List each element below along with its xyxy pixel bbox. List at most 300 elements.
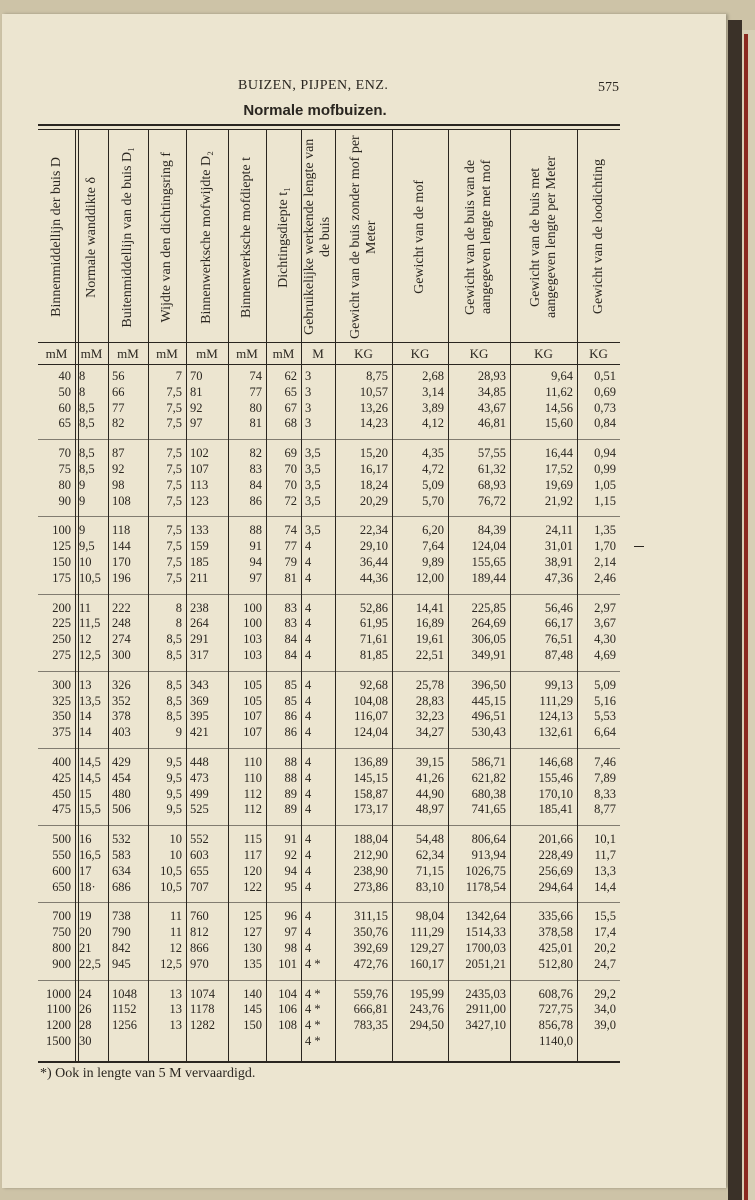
table-cell: 94 bbox=[249, 555, 262, 569]
table-cell: 8,75 bbox=[366, 369, 388, 383]
table-cell: 24,7 bbox=[594, 956, 616, 971]
table-cell: 256,69 bbox=[538, 863, 573, 878]
table-cell: 77 bbox=[284, 539, 297, 554]
unit-label: mM bbox=[156, 346, 178, 361]
table-cell: 75 bbox=[58, 462, 71, 476]
table-cell: 28,83 bbox=[415, 693, 444, 708]
table-cell: 4,35 bbox=[422, 446, 444, 461]
table-cell: 8 bbox=[79, 384, 86, 399]
table-cell: 1200 bbox=[46, 1018, 71, 1033]
table-cell: 970 bbox=[190, 956, 209, 971]
table-cell: 56,46 bbox=[544, 600, 573, 615]
table-cell: 300 bbox=[52, 677, 71, 692]
table-cell: 80 bbox=[58, 477, 71, 492]
table-cell: 18,24 bbox=[359, 477, 388, 492]
table-cell: 57,55 bbox=[477, 446, 506, 461]
table-cell: 1500 bbox=[46, 1034, 71, 1048]
table-cell: 842 bbox=[112, 941, 131, 955]
running-head: BUIZEN, PIJPEN, ENZ. bbox=[238, 78, 389, 93]
table-cell: 2,14 bbox=[594, 555, 616, 569]
table-cell: 46,81 bbox=[477, 416, 506, 431]
table-cell: 12,00 bbox=[415, 570, 444, 585]
table-cell: 25,78 bbox=[415, 677, 444, 692]
table-cell: 39,0 bbox=[594, 1018, 616, 1033]
table-cell: 378,58 bbox=[538, 925, 573, 940]
table-cell: 14,23 bbox=[359, 416, 388, 431]
table-cell: 7,5 bbox=[166, 523, 182, 538]
table-cell: 10,57 bbox=[359, 384, 388, 399]
table-cell: 8,5 bbox=[79, 462, 95, 476]
group-separator bbox=[38, 594, 620, 595]
table-cell: 1,05 bbox=[594, 477, 616, 492]
table-cell: 123 bbox=[190, 493, 209, 508]
table-cell: 13 bbox=[79, 677, 92, 692]
table-cell: 634 bbox=[112, 863, 131, 878]
table-cell: 499 bbox=[190, 786, 209, 801]
table-cell: 707 bbox=[190, 879, 209, 894]
table-cell: 680,38 bbox=[471, 786, 506, 801]
table-cell: 18· bbox=[79, 879, 96, 894]
table-cell: 89 bbox=[284, 802, 297, 817]
unit-label: KG bbox=[469, 346, 489, 361]
table-cell: 326 bbox=[112, 677, 131, 692]
table-cell: 4 bbox=[305, 925, 312, 940]
table-cell: 22,5 bbox=[79, 956, 101, 971]
table-cell: 5,09 bbox=[422, 477, 444, 492]
column-header-text: Gewicht van de buis zonder mof per Meter bbox=[347, 135, 379, 339]
table-cell: 1282 bbox=[190, 1018, 215, 1033]
table-cell: 0,73 bbox=[594, 400, 616, 415]
table-cell: 4 bbox=[305, 555, 312, 569]
table-cell: 5,70 bbox=[422, 493, 444, 508]
table-cell: 9,5 bbox=[79, 539, 95, 554]
table-cell: 8,5 bbox=[166, 632, 182, 647]
table-cell: 145 bbox=[243, 1002, 262, 1017]
table-cell: 9 bbox=[175, 725, 182, 740]
group-separator bbox=[38, 902, 620, 903]
table-cell: 22,34 bbox=[359, 523, 388, 538]
table-cell: 228,49 bbox=[538, 848, 573, 862]
table-cell: 90 bbox=[58, 493, 71, 508]
table-cell: 608,76 bbox=[538, 986, 573, 1001]
table-cell: 72 bbox=[284, 493, 297, 508]
footnote: *) Ook in lengte van 5 M vervaardigd. bbox=[40, 1066, 256, 1081]
table-cell: 760 bbox=[190, 909, 209, 924]
table-cell: 3 bbox=[305, 369, 312, 383]
table-cell: 9,5 bbox=[166, 770, 182, 785]
table-cell: 14,4 bbox=[594, 879, 616, 894]
table-cell: 118 bbox=[112, 523, 131, 538]
table-cell: 225,85 bbox=[471, 600, 506, 615]
margin-mark bbox=[634, 546, 644, 547]
unit-label: mM bbox=[272, 346, 295, 361]
column-header bbox=[148, 132, 186, 342]
group-separator bbox=[38, 748, 620, 749]
table-cell: 113 bbox=[190, 477, 209, 492]
table-cell: 4 * bbox=[305, 986, 321, 1001]
table-cell: 140 bbox=[243, 986, 262, 1001]
table-cell: 14 bbox=[79, 725, 92, 740]
table-cell: 87,48 bbox=[544, 648, 573, 662]
table-cell: 44,90 bbox=[415, 786, 444, 801]
table-cell: 65 bbox=[58, 416, 71, 431]
unit-label: mM bbox=[80, 346, 103, 361]
table-cell: 238 bbox=[190, 600, 209, 615]
column-header bbox=[335, 132, 392, 342]
table-cell: 4,69 bbox=[594, 648, 616, 662]
table-cell: 6,20 bbox=[422, 523, 444, 538]
table-cell: 84,39 bbox=[477, 523, 506, 538]
table-cell: 19 bbox=[79, 909, 92, 924]
table-cell: 1256 bbox=[112, 1018, 137, 1033]
table-cell: 4 bbox=[305, 725, 312, 740]
table-cell: 700 bbox=[52, 909, 71, 924]
table-cell: 106 bbox=[278, 1002, 297, 1017]
table-cell: 111,29 bbox=[410, 925, 444, 940]
table-cell: 71,61 bbox=[359, 632, 388, 647]
table-cell: 8,5 bbox=[166, 648, 182, 662]
column-header-text: Wijdte van den dichtingsring f bbox=[159, 151, 174, 323]
unit-label: mM bbox=[196, 346, 218, 361]
table-title-text: Normale mofbuizen. bbox=[243, 102, 387, 119]
table-cell: 124,13 bbox=[538, 709, 573, 724]
unit-label: mM bbox=[236, 346, 258, 361]
table-cell: 317 bbox=[190, 648, 209, 662]
table-cell: 7,5 bbox=[166, 384, 182, 399]
table-cell: 14,41 bbox=[415, 600, 444, 615]
table-cell: 74 bbox=[249, 369, 262, 383]
table-cell: 20,29 bbox=[359, 493, 388, 508]
table-cell: 8,5 bbox=[79, 416, 95, 431]
table-cell: 15,5 bbox=[594, 909, 616, 924]
table-cell: 130 bbox=[243, 941, 262, 955]
table-cell: 8 bbox=[175, 600, 182, 615]
table-cell: 17 bbox=[79, 863, 92, 878]
table-cell: 343 bbox=[190, 677, 209, 692]
group-separator bbox=[38, 980, 620, 981]
table-cell: 70 bbox=[284, 477, 297, 492]
table-cell: 102 bbox=[190, 446, 209, 461]
table-cell: 17,52 bbox=[544, 462, 573, 476]
table-cell: 475 bbox=[52, 802, 71, 817]
table-cell: 448 bbox=[190, 755, 209, 769]
table-cell: 400 bbox=[52, 755, 71, 769]
table-cell: 47,36 bbox=[544, 570, 573, 585]
table-cell: 11,62 bbox=[545, 384, 573, 399]
table-cell: 105 bbox=[243, 677, 262, 692]
table-cell: 124,04 bbox=[353, 725, 388, 740]
table-cell: 81 bbox=[284, 570, 297, 585]
table-cell: 900 bbox=[52, 956, 71, 971]
table-cell: 77 bbox=[112, 400, 125, 415]
table-cell: 4 bbox=[305, 616, 312, 631]
column-header bbox=[75, 132, 108, 342]
table-cell: 3,14 bbox=[422, 384, 444, 399]
table-cell: 8,5 bbox=[166, 693, 182, 708]
table-cell: 83 bbox=[284, 616, 297, 631]
table-cell: 7,5 bbox=[166, 493, 182, 508]
table-cell: 80 bbox=[249, 400, 262, 415]
table-cell: 84 bbox=[284, 648, 297, 662]
table-cell: 13 bbox=[169, 1018, 182, 1033]
table-cell: 650 bbox=[52, 879, 71, 894]
table-cell: 1026,75 bbox=[465, 863, 506, 878]
table-cell: 8,5 bbox=[79, 446, 95, 461]
table-cell: 7 bbox=[175, 369, 182, 383]
table-cell: 12,5 bbox=[79, 648, 101, 662]
table-cell: 0,51 bbox=[594, 369, 616, 383]
table-cell: 34,0 bbox=[594, 1002, 616, 1017]
table-cell: 12 bbox=[79, 632, 92, 647]
table-cell: 70 bbox=[58, 446, 71, 461]
table-cell: 472,76 bbox=[353, 956, 388, 971]
table-cell: 76,72 bbox=[477, 493, 506, 508]
table-cell: 85 bbox=[284, 677, 297, 692]
column-header-text: Dichtingsdiepte t₁ bbox=[275, 186, 291, 288]
table-cell: 155,46 bbox=[538, 770, 573, 785]
table-cell: 3,67 bbox=[594, 616, 616, 631]
table-cell: 175 bbox=[52, 570, 71, 585]
table-cell: 550 bbox=[52, 848, 71, 862]
table-cell: 56 bbox=[112, 369, 125, 383]
table-cell: 83 bbox=[249, 462, 262, 476]
table-cell: 14,5 bbox=[79, 770, 101, 785]
table-cell: 11 bbox=[169, 909, 182, 924]
table-cell: 32,23 bbox=[415, 709, 444, 724]
table-cell: 158,87 bbox=[353, 786, 388, 801]
table-cell: 61,95 bbox=[359, 616, 388, 631]
table-cell: 8 bbox=[79, 369, 86, 383]
table-cell: 108 bbox=[112, 493, 131, 508]
table-cell: 311,15 bbox=[354, 909, 388, 924]
table-cell: 69 bbox=[284, 446, 297, 461]
table-cell: 127 bbox=[243, 925, 262, 940]
table-cell: 28,93 bbox=[477, 369, 506, 383]
table-cell: 99,13 bbox=[544, 677, 573, 692]
table-cell: 104 bbox=[278, 986, 297, 1001]
unit-label: mM bbox=[45, 346, 68, 361]
table-cell: 4 * bbox=[305, 956, 321, 971]
table-cell: 11,7 bbox=[594, 848, 616, 862]
table-cell: 7,5 bbox=[166, 477, 182, 492]
table-cell: 98 bbox=[112, 477, 125, 492]
table-cell: 110 bbox=[243, 770, 262, 785]
unit-label: KG bbox=[534, 346, 553, 361]
table-cell: 3427,10 bbox=[465, 1018, 506, 1033]
table-cell: 655 bbox=[190, 863, 209, 878]
column-header bbox=[392, 132, 448, 342]
table-cell: 86 bbox=[284, 725, 297, 740]
table-cell: 7,5 bbox=[166, 462, 182, 476]
table-cell: 101 bbox=[278, 956, 297, 971]
table-cell: 84 bbox=[284, 632, 297, 647]
table-cell: 1342,64 bbox=[465, 909, 506, 924]
table-cell: 603 bbox=[190, 848, 209, 862]
table-cell: 325 bbox=[52, 693, 71, 708]
table-cell: 4 * bbox=[305, 1018, 321, 1033]
table-cell: 98 bbox=[284, 941, 297, 955]
table-cell: 16 bbox=[79, 832, 92, 847]
table-cell: 88 bbox=[249, 523, 262, 538]
table-cell: 727,75 bbox=[538, 1002, 573, 1017]
table-cell: 9 bbox=[79, 477, 86, 492]
table-cell: 19,69 bbox=[544, 477, 573, 492]
table-cell: 115 bbox=[243, 832, 262, 847]
table-cell: 4 bbox=[305, 879, 312, 894]
table-cell: 10 bbox=[169, 848, 182, 862]
table-cell: 52,86 bbox=[359, 600, 388, 615]
table-cell: 94 bbox=[284, 863, 297, 878]
column-header bbox=[448, 132, 510, 342]
table-cell: 10 bbox=[79, 555, 92, 569]
table-cell: 4,12 bbox=[422, 416, 444, 431]
table-cell: 445,15 bbox=[471, 693, 506, 708]
table-cell: 28 bbox=[79, 1018, 92, 1033]
unit-rule bbox=[38, 364, 620, 365]
table-cell: 294,64 bbox=[538, 879, 573, 894]
table-cell: 146,68 bbox=[538, 755, 573, 769]
table-cell: 4 bbox=[305, 677, 312, 692]
table-cell: 2051,21 bbox=[465, 956, 506, 971]
table-cell: 3,5 bbox=[305, 493, 321, 508]
table-cell: 70 bbox=[284, 462, 297, 476]
table-cell: 403 bbox=[112, 725, 131, 740]
table-cell: 85 bbox=[284, 693, 297, 708]
column-header-text: Gewicht van de buis van de aangegeven lengte met mof bbox=[463, 159, 494, 315]
table-cell: 1100 bbox=[46, 1002, 71, 1017]
table-cell: 14 bbox=[79, 709, 92, 724]
table-cell: 506 bbox=[112, 802, 131, 817]
table-cell: 100 bbox=[243, 616, 262, 631]
table-cell: 83,10 bbox=[415, 879, 444, 894]
table-cell: 4 bbox=[305, 941, 312, 955]
table-cell: 40 bbox=[58, 369, 71, 383]
table-cell: 17,4 bbox=[594, 925, 616, 940]
table-cell: 686 bbox=[112, 879, 131, 894]
table-cell: 2911,00 bbox=[465, 1002, 506, 1017]
table-cell: 352 bbox=[112, 693, 131, 708]
table-cell: 11 bbox=[79, 600, 92, 615]
table-cell: 125 bbox=[52, 539, 71, 554]
table-cell: 8 bbox=[175, 616, 182, 631]
table-cell: 88 bbox=[284, 770, 297, 785]
table-cell: 89 bbox=[284, 786, 297, 801]
table-cell: 350 bbox=[52, 709, 71, 724]
table-cell: 133 bbox=[190, 523, 209, 538]
unit-label: mM bbox=[117, 346, 139, 361]
table-cell: 9,5 bbox=[166, 802, 182, 817]
table-cell: 9,5 bbox=[166, 755, 182, 769]
table-cell: 68,93 bbox=[477, 477, 506, 492]
table-cell: 4 bbox=[305, 600, 312, 615]
table-cell: 945 bbox=[112, 956, 131, 971]
table-cell: 291 bbox=[190, 632, 209, 647]
table-cell: 1700,03 bbox=[465, 941, 506, 955]
table-cell: 586,71 bbox=[471, 755, 506, 769]
table-cell: 100 bbox=[243, 600, 262, 615]
table-cell: 97 bbox=[190, 416, 203, 431]
table-cell: 425 bbox=[52, 770, 71, 785]
column-header bbox=[186, 132, 228, 342]
table-cell: 200 bbox=[52, 600, 71, 615]
table-cell: 110 bbox=[243, 755, 262, 769]
column-header bbox=[228, 132, 266, 342]
table-cell: 225 bbox=[52, 616, 71, 631]
table-cell: 150 bbox=[52, 555, 71, 569]
unit-label: KG bbox=[589, 346, 608, 361]
table-cell: 4 bbox=[305, 863, 312, 878]
table-cell: 7,5 bbox=[166, 446, 182, 461]
table-cell: 1178,54 bbox=[465, 879, 506, 894]
table-cell: 3,89 bbox=[422, 400, 444, 415]
table-cell: 1178 bbox=[190, 1002, 215, 1017]
table-cell: 212,90 bbox=[353, 848, 388, 862]
table-cell: 1,70 bbox=[594, 539, 616, 554]
table-cell: 248 bbox=[112, 616, 131, 631]
table-cell: 8,33 bbox=[594, 786, 616, 801]
table-cell: 15,20 bbox=[359, 446, 388, 461]
table-cell: 91 bbox=[284, 832, 297, 847]
table-cell: 211 bbox=[190, 570, 209, 585]
table-cell: 83 bbox=[284, 600, 297, 615]
table-cell: 111,29 bbox=[539, 693, 573, 708]
table-cell: 1000 bbox=[46, 986, 71, 1001]
table-cell: 12,5 bbox=[160, 956, 182, 971]
table-cell: 132,61 bbox=[538, 725, 573, 740]
table-cell: 92 bbox=[190, 400, 203, 415]
table-cell: 4,30 bbox=[594, 632, 616, 647]
table-cell: 8,5 bbox=[79, 400, 95, 415]
table-cell: 4 bbox=[305, 802, 312, 817]
table-cell: 104,08 bbox=[353, 693, 388, 708]
table-cell: 77 bbox=[249, 384, 262, 399]
table-cell: 129,27 bbox=[409, 941, 444, 955]
table-cell: 8,5 bbox=[166, 677, 182, 692]
table-cell: 16,89 bbox=[415, 616, 444, 631]
table-cell: 395 bbox=[190, 709, 209, 724]
table-cell: 15,60 bbox=[544, 416, 573, 431]
table-cell: 294,50 bbox=[409, 1018, 444, 1033]
table-cell: 122 bbox=[243, 879, 262, 894]
table-cell: 2,68 bbox=[422, 369, 444, 383]
table-cell: 10,1 bbox=[594, 832, 616, 847]
table-cell: 0,84 bbox=[594, 416, 616, 431]
table-cell: 1152 bbox=[112, 1002, 137, 1017]
table-cell: 9,5 bbox=[166, 786, 182, 801]
table-cell: 583 bbox=[112, 848, 131, 862]
table-cell: 0,99 bbox=[594, 462, 616, 476]
table-cell: 62 bbox=[284, 369, 297, 383]
table-cell: 170,10 bbox=[538, 786, 573, 801]
table-cell: 7,5 bbox=[166, 400, 182, 415]
table-cell: 250 bbox=[52, 632, 71, 647]
table-cell: 14,5 bbox=[79, 755, 101, 769]
table-cell: 350,76 bbox=[353, 925, 388, 940]
table-cell: 82 bbox=[249, 446, 262, 461]
table-cell: 496,51 bbox=[471, 709, 506, 724]
table-cell: 87 bbox=[112, 446, 125, 461]
table-cell: 103 bbox=[243, 632, 262, 647]
table-cell: 4 bbox=[305, 693, 312, 708]
table-cell: 274 bbox=[112, 632, 131, 647]
table-cell: 243,76 bbox=[409, 1002, 444, 1017]
column-header-text: Binnenmiddellijn der buis D bbox=[48, 157, 64, 317]
table-cell: 9 bbox=[79, 493, 86, 508]
table-cell: 913,94 bbox=[471, 848, 506, 862]
table-cell: 9 bbox=[79, 523, 86, 538]
group-separator bbox=[38, 439, 620, 440]
table-cell: 273,86 bbox=[353, 879, 388, 894]
